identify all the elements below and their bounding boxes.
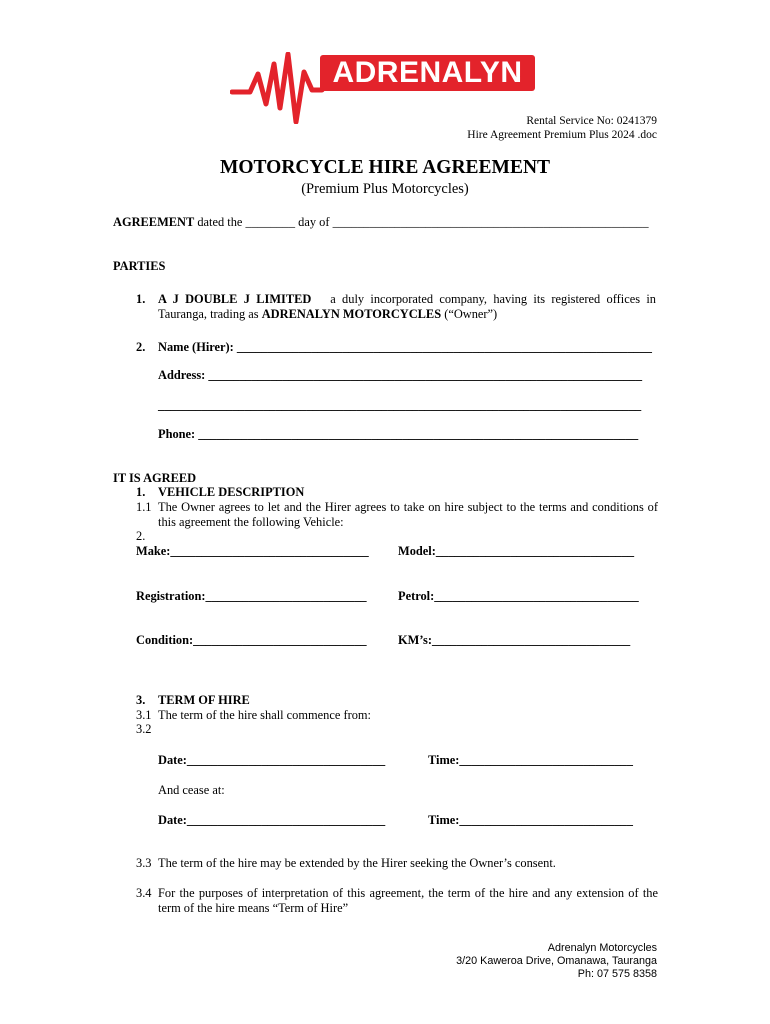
hire-end-date-field[interactable]: Date:________________________________ [158, 813, 386, 827]
footer-address: 3/20 Kaweroa Drive, Omanawa, Tauranga [456, 955, 657, 967]
clause-3-4-text [158, 886, 658, 916]
party-1-role: (“Owner”) [441, 307, 498, 321]
clause-3-3-number: 3.3 [136, 856, 152, 870]
clause-1-1-number: 1.1 [136, 500, 152, 514]
hire-start-date-field[interactable]: Date:________________________________ [158, 753, 386, 767]
hire-end-time-field[interactable]: Time:____________________________ [428, 813, 633, 827]
footer-phone: Ph: 07 575 8358 [577, 968, 657, 980]
page-title: MOTORCYCLE HIRE AGREEMENT [219, 157, 551, 178]
vehicle-petrol-field[interactable]: Petrol:_________________________________ [398, 589, 639, 603]
cease-label: And cease at: [158, 783, 225, 797]
agreement-label: AGREEMENT [113, 215, 195, 229]
clause-1-1-line-1: The Owner agrees to let and the Hirer agrees to take on hire subject to the terms and conditions of [158, 500, 658, 514]
section-3-title: TERM OF HIRE [158, 693, 250, 707]
section-1-title: VEHICLE DESCRIPTION [158, 485, 305, 499]
party-1-trading-name: ADRENALYN MOTORCYCLES [261, 307, 442, 321]
agreement-date-line [113, 215, 649, 230]
party-1-description: a duly incorporated company, having its registered offices in [330, 292, 656, 306]
clause-3-4-line-1: For the purposes of interpretation of this agreement, the term of the hire and any extension of the [158, 886, 658, 900]
party-1-name: A J DOUBLE J LIMITED [158, 292, 312, 306]
clause-3-1-number: 3.1 [136, 708, 152, 722]
vehicle-registration-field[interactable]: Registration:__________________________ [136, 589, 367, 603]
section-3-number: 3. [136, 693, 146, 707]
hirer-address-field[interactable]: Address: ______________________________________________________________________ [158, 368, 643, 382]
parties-heading: PARTIES [113, 259, 166, 273]
document-file-name: Hire Agreement Premium Plus 2024 .doc [467, 129, 657, 141]
party-1-owner [158, 292, 656, 322]
vehicle-make-field[interactable]: Make:________________________________ [136, 544, 369, 558]
rental-service-number: Rental Service No: 0241379 [526, 115, 657, 127]
clause-1-1-text [158, 500, 658, 530]
clause-3-1-text: The term of the hire shall commence from: [158, 708, 371, 722]
party-1-number: 1. [136, 292, 146, 306]
clause-3-2-number: 3.2 [136, 722, 152, 736]
hire-start-time-field[interactable]: Time:____________________________ [428, 753, 633, 767]
adrenalyn-logo-wordmark: ADRENALYN [320, 55, 535, 91]
clause-3-4-line-2: term of the hire means “Term of Hire” [158, 901, 349, 915]
clause-3-4-number: 3.4 [136, 886, 152, 900]
hirer-name-field[interactable]: Name (Hirer): ___________________________________________________________________ [158, 340, 652, 354]
page-subtitle: (Premium Plus Motorcycles) [301, 181, 469, 197]
hirer-phone-field[interactable]: Phone: _______________________________________________________________________ [158, 427, 639, 441]
vehicle-condition-field[interactable]: Condition:____________________________ [136, 633, 367, 647]
footer-company: Adrenalyn Motorcycles [547, 942, 657, 954]
party-2-number: 2. [136, 340, 146, 354]
vehicle-model-field[interactable]: Model:________________________________ [398, 544, 635, 558]
party-1-location: Tauranga, trading as [158, 307, 262, 321]
hirer-address-line-2-field[interactable]: ______________________________________________________________________________ [158, 398, 642, 412]
clause-1-1-line-2: this agreement the following Vehicle: [158, 515, 344, 529]
section-1-number: 1. [136, 485, 146, 499]
agreement-date-blank[interactable]: dated the ________ day of ___________________________________________________ [194, 215, 649, 229]
vehicle-kms-field[interactable]: KM’s:________________________________ [398, 633, 631, 647]
item-2-number: 2. [136, 529, 146, 543]
it-is-agreed-heading: IT IS AGREED [113, 471, 197, 485]
clause-3-3-text: The term of the hire may be extended by the Hirer seeking the Owner’s consent. [158, 856, 556, 870]
